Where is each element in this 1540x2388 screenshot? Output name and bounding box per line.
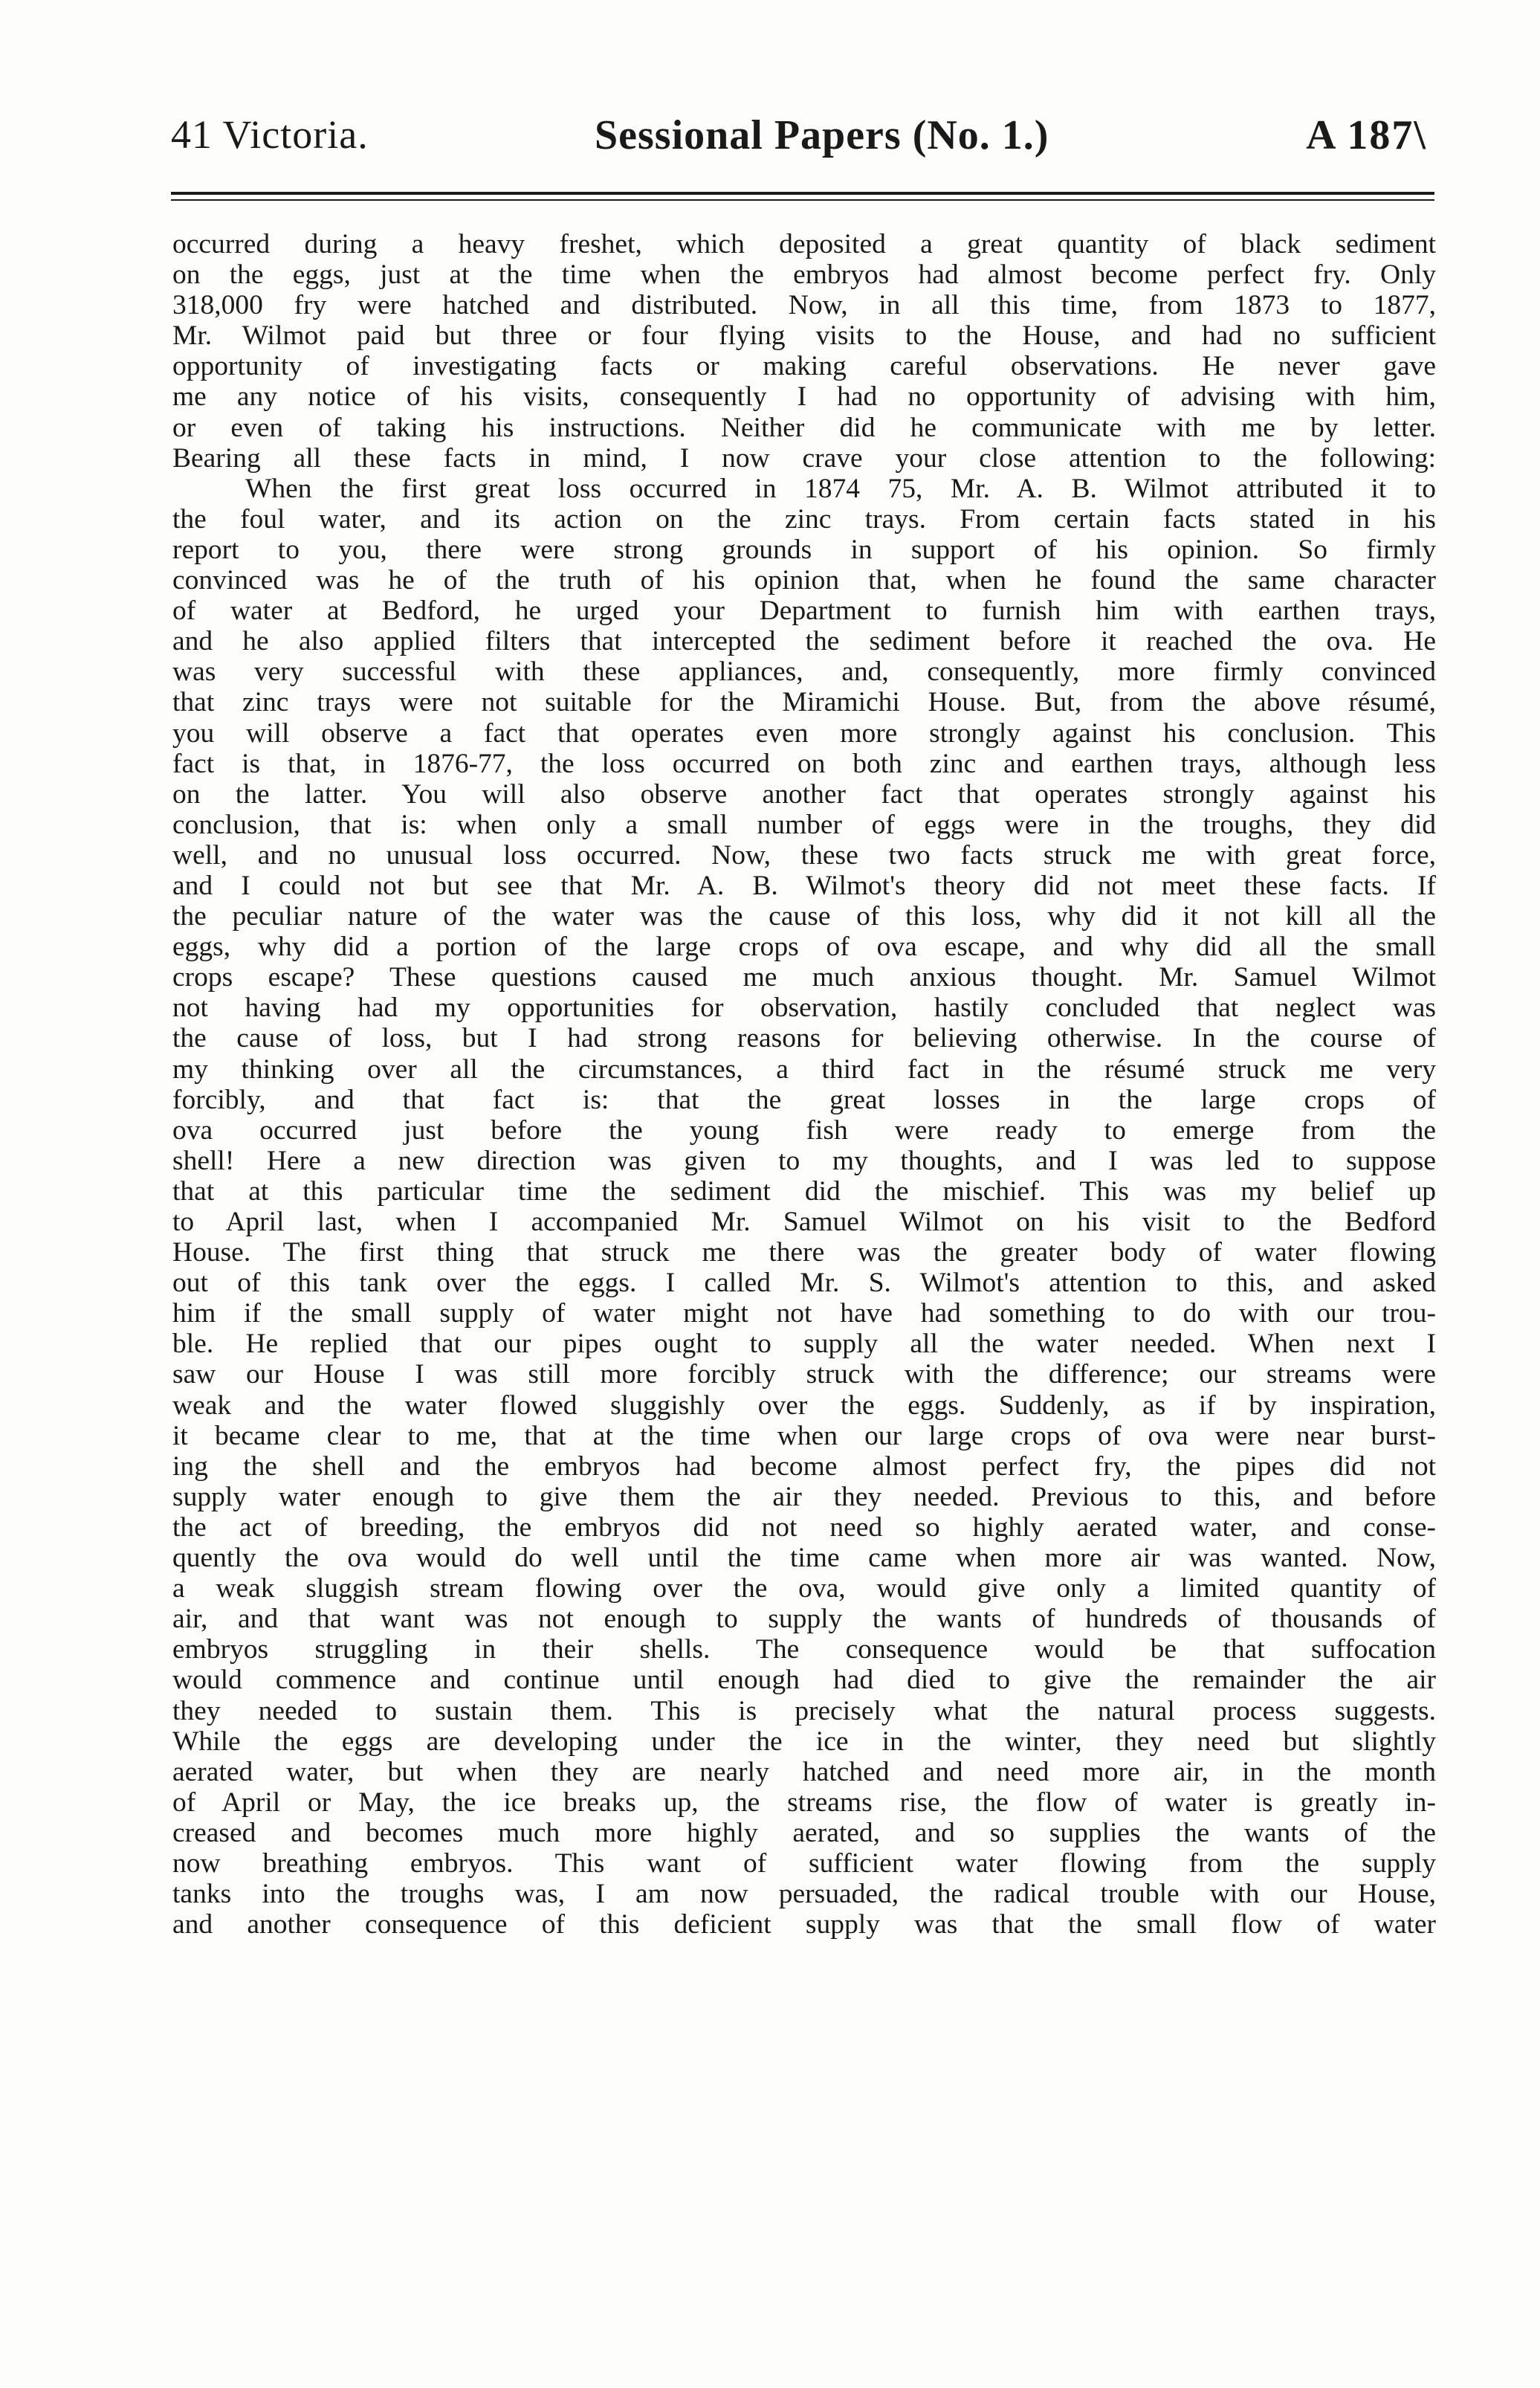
text-line: occurred during a heavy freshet, which deposited a great quantity of black sediment	[172, 229, 1436, 259]
text-line: me any notice of his visits, consequently I had no opportunity of advising with him,	[172, 381, 1436, 413]
text-line: conclusion, that is: when only a small number of eggs were in the troughs, they did	[172, 809, 1436, 840]
text-line: out of this tank over the eggs. I called Mr. S. Wilmot's attention to this, and asked	[172, 1268, 1436, 1299]
header-rule-thick	[171, 192, 1434, 195]
text-line: shell! Here a new direction was given to my thoughts, and I was led to suppose	[172, 1145, 1436, 1176]
text-line: creased and becomes much more highly aerated, and so supplies the wants of the	[172, 1817, 1436, 1848]
text-line: on the eggs, just at the time when the embryos had almost become perfect fry. Only	[172, 259, 1436, 291]
text-line: opportunity of investigating facts or making careful observations. He never gave	[172, 351, 1436, 382]
page-header	[171, 112, 1427, 171]
header-rule-thin	[171, 199, 1434, 201]
text-line: of April or May, the ice breaks up, the streams rise, the flow of water is greatly in-	[172, 1787, 1436, 1818]
text-line: that at this particular time the sediment did the mischief. This was my belief up	[172, 1175, 1436, 1207]
text-line: the foul water, and its action on the zinc trays. From certain facts stated in his	[172, 503, 1436, 535]
text-line: now breathing embryos. This want of sufficient water flowing from the supply	[172, 1848, 1436, 1879]
text-line: my thinking over all the circumstances, a third fact in the résumé struck me very	[172, 1053, 1436, 1085]
text-line: fact is that, in 1876-77, the loss occurred on both zinc and earthen trays, although less	[172, 748, 1436, 779]
text-line: would commence and continue until enough had died to give the remainder the air	[172, 1665, 1436, 1696]
text-line: him if the small supply of water might not have had something to do with our trou-	[172, 1298, 1436, 1329]
text-line: that zinc trays were not suitable for the Miramichi House. But, from the above résumé,	[172, 687, 1436, 718]
header-volume: 41 Victoria.	[171, 112, 369, 157]
text-line: the peculiar nature of the water was the cause of this loss, why did it not kill all the	[172, 901, 1436, 932]
text-line: and another consequence of this deficient supply was that the small flow of water	[172, 1909, 1436, 1940]
text-line: or even of taking his instructions. Neither did he communicate with me by letter.	[172, 412, 1436, 443]
text-line: ble. He replied that our pipes ought to supply all the water needed. When next I	[172, 1329, 1436, 1360]
text-line: to April last, when I accompanied Mr. Samuel Wilmot on his visit to the Bedford	[172, 1207, 1436, 1237]
text-line: on the latter. You will also observe another fact that operates strongly against his	[172, 778, 1436, 810]
text-line: a weak sluggish stream flowing over the ova, would give only a limited quantity of	[172, 1573, 1436, 1604]
text-line: Bearing all these facts in mind, I now crave your close attention to the following:	[172, 442, 1436, 474]
text-line: you will observe a fact that operates even more strongly against his conclusion. This	[172, 717, 1436, 749]
text-line: Mr. Wilmot paid but three or four flying visits to the House, and had no sufficient	[172, 320, 1436, 352]
text-line: embryos struggling in their shells. The consequence would be that suffocation	[172, 1634, 1436, 1665]
text-line: weak and the water flowed sluggishly over the eggs. Suddenly, as if by inspiration,	[172, 1390, 1436, 1421]
text-line: House. The first thing that struck me there was the greater body of water flowing	[172, 1237, 1436, 1268]
text-line: the cause of loss, but I had strong reasons for believing otherwise. In the course of	[172, 1023, 1436, 1054]
text-line: well, and no unusual loss occurred. Now, these two facts struck me with great force,	[172, 839, 1436, 871]
text-line: and I could not but see that Mr. A. B. Wilmot's theory did not meet these facts. If	[172, 870, 1436, 901]
text-line: air, and that want was not enough to supply the wants of hundreds of thousands of	[172, 1604, 1436, 1635]
text-line: 318,000 fry were hatched and distributed. Now, in all this time, from 1873 to 1877,	[172, 290, 1436, 321]
text-line: of water at Bedford, he urged your Department to furnish him with earthen trays,	[172, 596, 1436, 627]
text-line: not having had my opportunities for observation, hastily concluded that neglect was	[172, 993, 1436, 1024]
text-line: ing the shell and the embryos had become almost perfect fry, the pipes did not	[172, 1450, 1436, 1482]
text-line: they needed to sustain them. This is precisely what the natural process suggests.	[172, 1695, 1436, 1726]
body-text	[172, 229, 1436, 1940]
text-line: While the eggs are developing under the ice in the winter, they need but slightly	[172, 1726, 1436, 1757]
text-line: and he also applied filters that intercepted the sediment before it reached the ova. He	[172, 626, 1436, 657]
text-line: convinced was he of the truth of his opinion that, when he found the same character	[172, 565, 1436, 596]
text-line: When the first great loss occurred in 1874 75, Mr. A. B. Wilmot attributed it to	[245, 473, 1436, 504]
text-line: report to you, there were strong grounds in support of his opinion. So firmly	[172, 534, 1436, 565]
text-line: eggs, why did a portion of the large crops of ova escape, and why did all the small	[172, 932, 1436, 963]
text-line: crops escape? These questions caused me much anxious thought. Mr. Samuel Wilmot	[172, 962, 1436, 993]
text-line: was very successful with these appliances, and, consequently, more firmly convinced	[172, 656, 1436, 688]
text-line: it became clear to me, that at the time when our large crops of ova were near burst-	[172, 1420, 1436, 1451]
text-line: ova occurred just before the young fish were ready to emerge from the	[172, 1114, 1436, 1146]
text-line: the act of breeding, the embryos did not need so highly aerated water, and conse-	[172, 1511, 1436, 1543]
text-line: forcibly, and that fact is: that the great losses in the large crops of	[172, 1084, 1436, 1115]
text-line: aerated water, but when they are nearly hatched and need more air, in the month	[172, 1756, 1436, 1787]
header-page-ref: A 187\	[1306, 112, 1427, 158]
text-line: supply water enough to give them the air they needed. Previous to this, and before	[172, 1481, 1436, 1512]
text-line: saw our House I was still more forcibly struck with the difference; our streams were	[172, 1359, 1436, 1390]
text-line: quently the ova would do well until the time came when more air was wanted. Now,	[172, 1543, 1436, 1574]
text-line: tanks into the troughs was, I am now persuaded, the radical trouble with our House,	[172, 1879, 1436, 1910]
header-title: Sessional Papers (No. 1.)	[595, 112, 1049, 158]
